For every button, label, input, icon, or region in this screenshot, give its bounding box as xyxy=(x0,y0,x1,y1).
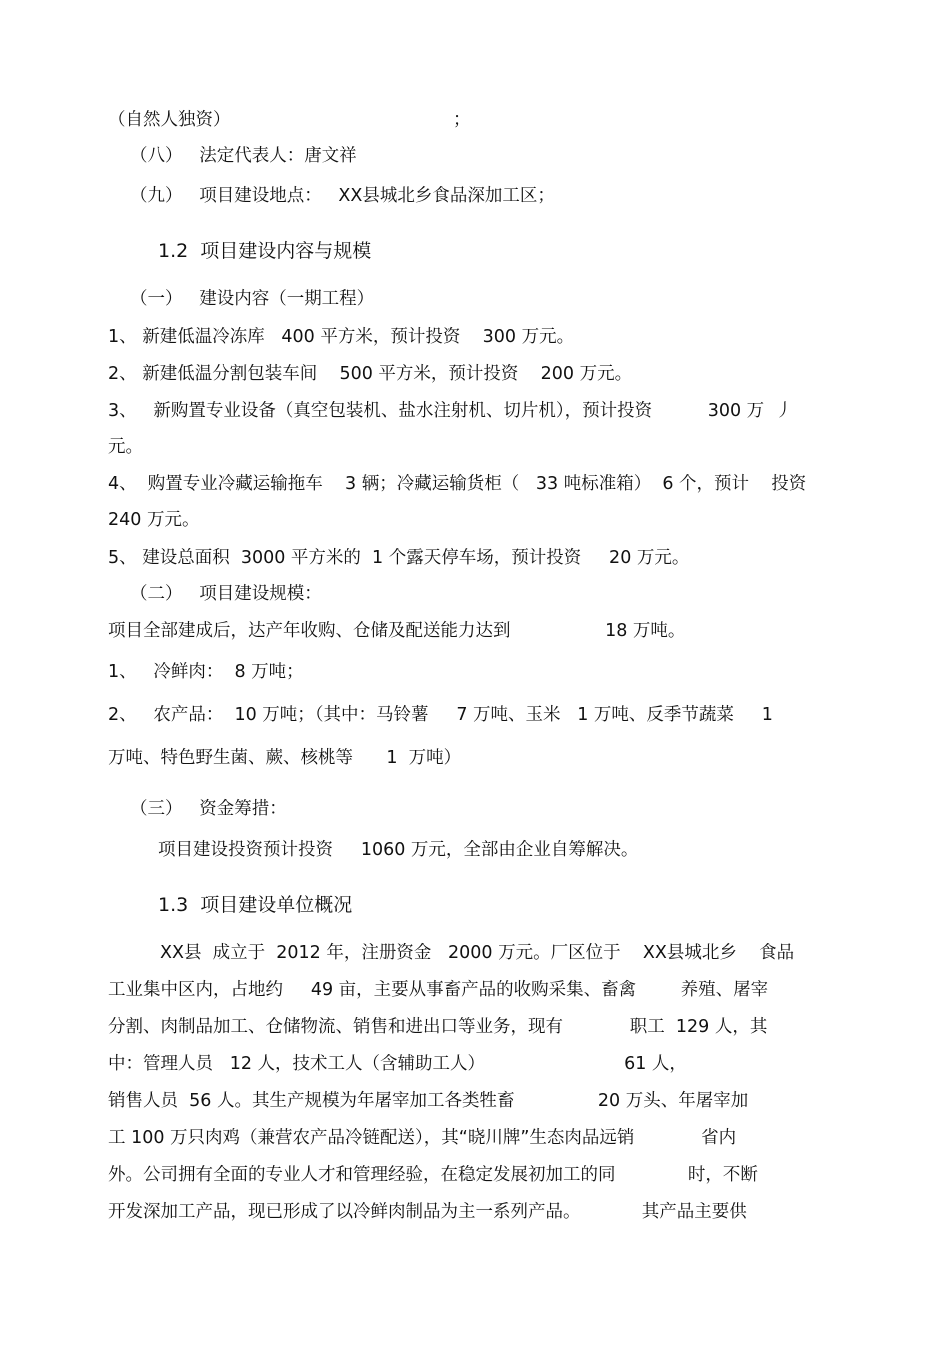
text-line: 元。 xyxy=(108,437,143,457)
section-heading: 1.3 项目建设单位概况 xyxy=(158,894,353,916)
text-line: （二） 项目建设规模： xyxy=(130,584,322,604)
text-line: 万吨、特色野生菌、蕨、核桃等 1 万吨） xyxy=(108,748,462,768)
text-line: 1、 冷鲜肉： 8 万吨； xyxy=(108,662,304,682)
text-line: 1、 新建低温冷冻库 400 平方米，预计投资 300 万元。 xyxy=(108,327,575,347)
text-line: （八） 法定代表人：唐文祥 xyxy=(130,146,357,166)
text-line: 240 万元。 xyxy=(108,510,200,530)
text-line: 项目全部建成后，达产年收购、仓储及配送能力达到 18 万吨。 xyxy=(108,621,686,641)
text-line: 4、 购置专业冷藏运输拖车 3 辆；冷藏运输货柜（ 33 吨标准箱） 6 个，预计 投资 xyxy=(108,474,807,494)
text-line: 开发深加工产品，现已形成了以冷鲜肉制品为主一系列产品。 其产品主要供 xyxy=(108,1202,747,1222)
text-line: （三） 资金筹措： xyxy=(130,799,287,819)
text-line: XX县 成立于 2012 年，注册资金 2000 万元。厂区位于 XX县城北乡 食品 xyxy=(160,943,795,963)
text-line: 外。公司拥有全面的专业人才和管理经验，在稳定发展初加工的同 时，不断 xyxy=(108,1165,758,1185)
text-line: （自然人独资） ； xyxy=(108,110,471,130)
section-heading: 1.2 项目建设内容与规模 xyxy=(158,240,372,262)
text-line: （一） 建设内容（一期工程） xyxy=(130,289,375,309)
text-line: 销售人员 56 人。其生产规模为年屠宰加工各类牲畜 20 万头、年屠宰加 xyxy=(108,1091,749,1111)
text-line: 工 100 万只肉鸡（兼营农产品冷链配送），其“晓川牌”生态肉品远销 省内 xyxy=(108,1128,737,1148)
text-line: 工业集中区内，占地约 49 亩，主要从事畜产品的收购采集、畜禽 养殖、屠宰 xyxy=(108,980,769,1000)
text-line: 项目建设投资预计投资 1060 万元，全部由企业自筹解决。 xyxy=(158,840,639,860)
text-line: 中：管理人员 12 人，技术工人（含辅助工人） 61 人， xyxy=(108,1054,687,1074)
text-line: 2、 农产品： 10 万吨；（其中：马铃薯 7 万吨、玉米 1 万吨、反季节蔬菜 1 xyxy=(108,705,773,725)
text-line: 2、 新建低温分割包装车间 500 平方米，预计投资 200 万元。 xyxy=(108,364,633,384)
text-line: （九） 项目建设地点： XX县城北乡食品深加工区； xyxy=(130,186,555,206)
text-line: 分割、肉制品加工、仓储物流、销售和进出口等业务，现有 职工 129 人，其 xyxy=(108,1017,768,1037)
text-line: 5、 建设总面积 3000 平方米的 1 个露天停车场，预计投资 20 万元。 xyxy=(108,548,690,568)
text-line: 3、 新购置专业设备（真空包装机、盐水注射机、切片机），预计投资 300 万 丿 xyxy=(108,401,793,421)
